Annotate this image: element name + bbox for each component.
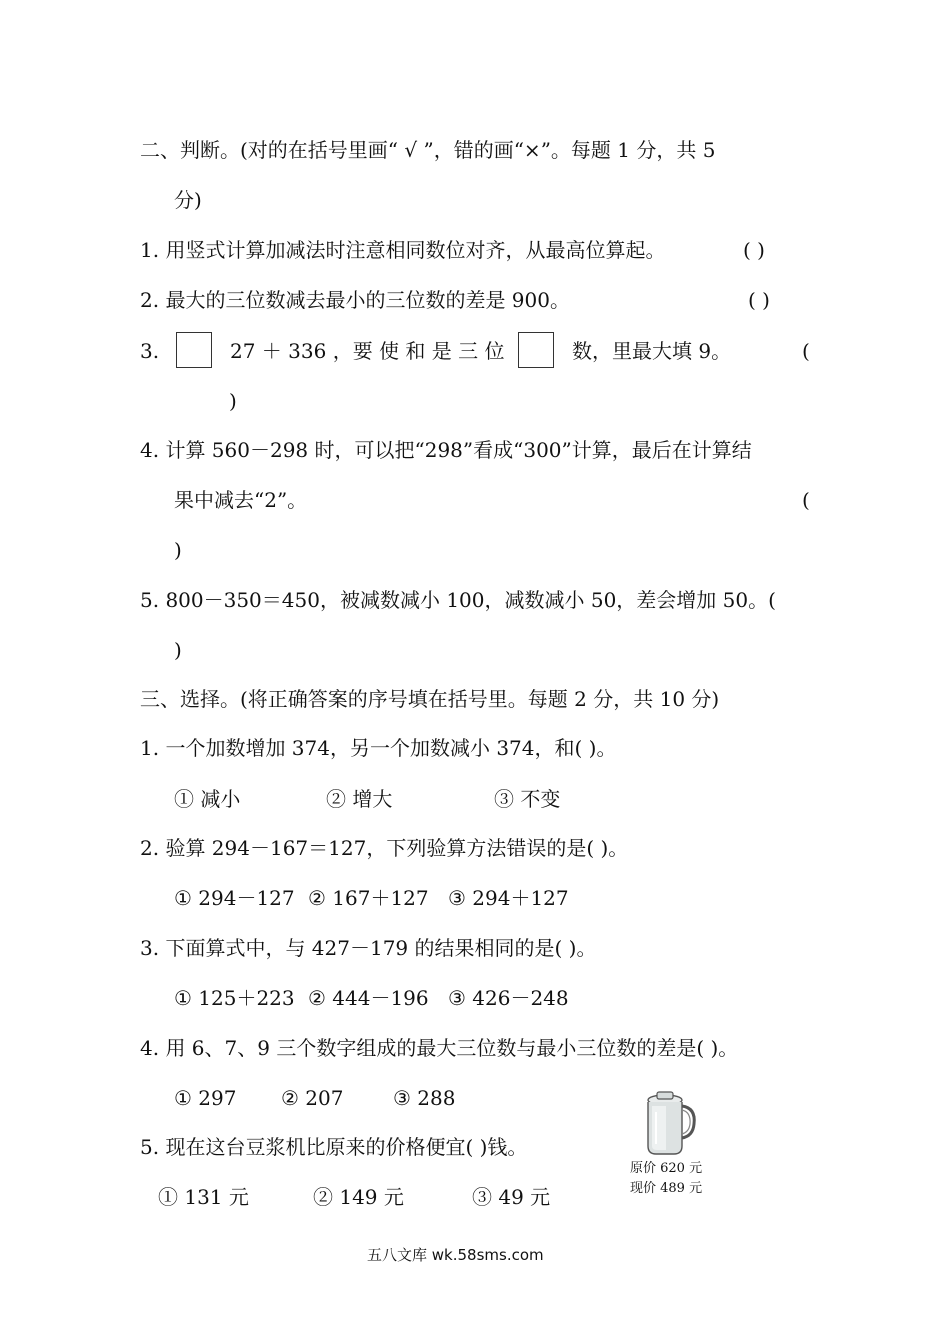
judge-question-3-tail: 数，里最大填 9。: [572, 339, 732, 363]
judge-question-5: 5. 800－350＝450，被减数减小 100，减数减小 50，差会增加 50。(: [140, 588, 776, 612]
judge-question-3-text: 27 ＋ 336 ，要 使 和 是 三 位: [230, 339, 505, 363]
blank-box[interactable]: [518, 332, 554, 368]
answer-paren-5-close: ): [174, 638, 182, 662]
option: ② 207: [281, 1086, 344, 1110]
choice-question-5: 5. 现在这台豆浆机比原来的价格便宜( )钱。: [140, 1135, 528, 1159]
answer-paren-2: ( ): [748, 288, 770, 312]
blank-box[interactable]: [176, 332, 212, 368]
option: ③ 426－248: [448, 986, 569, 1010]
original-price-label: 原价 620 元: [630, 1161, 703, 1176]
answer-paren-4-open: (: [802, 488, 810, 512]
answer-paren-3-close: ): [229, 389, 237, 413]
judge-question-4: 4. 计算 560－298 时，可以把“298”看成“300”计算，最后在计算结: [140, 438, 752, 462]
option: ① 125＋223: [174, 986, 295, 1010]
option: ① 294－127: [174, 886, 295, 910]
judge-question-4-cont: 果中减去“2”。: [174, 488, 308, 512]
option: ① 131 元: [158, 1185, 249, 1209]
choice-question-3: 3. 下面算式中，与 427－179 的结果相同的是( )。: [140, 936, 597, 960]
option: ③ 49 元: [472, 1185, 551, 1209]
option: ① 减小: [174, 787, 241, 811]
judge-question-3-number: 3.: [140, 339, 160, 363]
option: ② 167＋127: [308, 886, 429, 910]
choice-question-1: 1. 一个加数增加 374，另一个加数减小 374，和( )。: [140, 736, 617, 760]
judge-question-2: 2. 最大的三位数减去最小的三位数的差是 900。: [140, 288, 570, 312]
judge-question-1: 1. 用竖式计算加减法时注意相同数位对齐，从最高位算起。: [140, 238, 666, 262]
option: ② 增大: [326, 787, 393, 811]
option: ③ 288: [393, 1086, 456, 1110]
option: ③ 294＋127: [448, 886, 569, 910]
section3-heading: 三、选择。(将正确答案的序号填在括号里。每题 2 分，共 10 分): [140, 687, 720, 711]
option: ① 297: [174, 1086, 237, 1110]
section2-heading: 二、判断。(对的在括号里画“ √ ”，错的画“×”。每题 1 分，共 5: [140, 138, 716, 162]
choice-question-4: 4. 用 6、7、9 三个数字组成的最大三位数与最小三位数的差是( )。: [140, 1036, 739, 1060]
answer-paren-1: ( ): [743, 238, 765, 262]
soymilk-maker-icon: [638, 1090, 700, 1158]
option: ② 444－196: [308, 986, 429, 1010]
option: ② 149 元: [313, 1185, 404, 1209]
option: ③ 不变: [494, 787, 561, 811]
choice-question-2: 2. 验算 294－167＝127，下列验算方法错误的是( )。: [140, 836, 629, 860]
section2-heading-cont: 分): [174, 188, 202, 212]
answer-paren-3-open: (: [802, 339, 810, 363]
footer-watermark: 五八文库 wk.58sms.com: [367, 1246, 544, 1264]
current-price-label: 现价 489 元: [630, 1181, 703, 1196]
answer-paren-4-close: ): [174, 538, 182, 562]
